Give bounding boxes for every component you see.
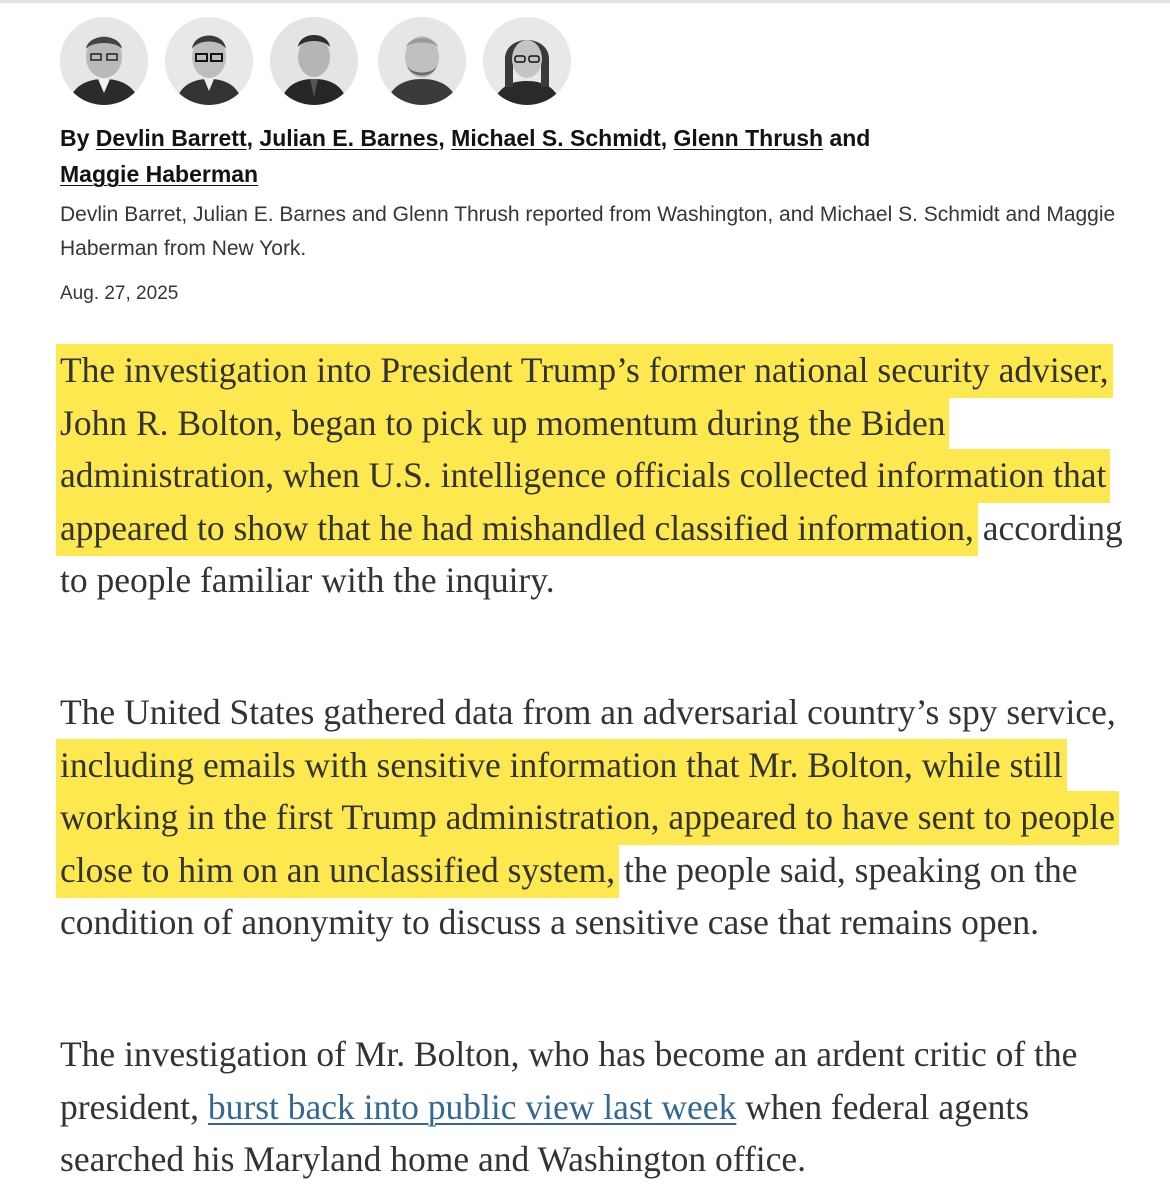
- author-photo-icon[interactable]: [165, 17, 253, 105]
- publish-date: Aug. 27, 2025: [60, 283, 179, 304]
- author-photo-icon[interactable]: [60, 17, 148, 105]
- paragraph-text: according to people familiar with the inquiry.: [60, 507, 1123, 600]
- author-photo-icon[interactable]: [270, 17, 358, 105]
- author-photo-icon[interactable]: [483, 17, 571, 105]
- article-link[interactable]: burst back into public view last week: [207, 1086, 737, 1127]
- author-photo-icon[interactable]: [378, 17, 466, 105]
- article-paragraph: [60, 344, 1130, 607]
- paragraph-text: The investigation of Mr. Bolton, who has become an ardent critic of the president,: [60, 1034, 1078, 1127]
- highlighted-text: The investigation into President Trump’s former national security adviser, John R. Bolton, began to pick up momentum during the Biden administration, when U.S. intelligence officials collected information that appeared to show that he had mishandled classified information,: [56, 344, 1113, 556]
- top-divider: [0, 0, 1170, 3]
- author-link-maggie-haberman[interactable]: Maggie Haberman: [60, 161, 259, 187]
- author-link-julian-barnes[interactable]: Julian E. Barnes: [259, 125, 439, 151]
- highlighted-text: including emails with sensitive information that Mr. Bolton, while still working in the first Trump administration, appeared to have sent to people close to him on an unclassified system,: [56, 739, 1119, 898]
- article-paragraph: [60, 686, 1130, 949]
- byline-prefix: By: [60, 125, 90, 151]
- byline: By Devlin Barrett, Julian E. Barnes, Michael S. Schmidt, Glenn Thrush and Maggie Haberman: [60, 125, 871, 187]
- paragraph-text: The United States gathered data from an adversarial country’s spy service,: [60, 692, 1116, 732]
- article-paragraph: [60, 1028, 1130, 1186]
- paragraph-text: the people said, speaking on the condition of anonymity to discuss a sensitive case that remains open.: [60, 849, 1078, 942]
- byline-conjunction: and: [829, 125, 871, 151]
- author-link-michael-schmidt[interactable]: Michael S. Schmidt: [451, 125, 661, 151]
- author-link-devlin-barrett[interactable]: Devlin Barrett: [95, 125, 247, 151]
- reporting-dateline: Devlin Barret, Julian E. Barnes and Glenn Thrush reported from Washington, and Michael S. Schmidt and Maggie Haberman from New York.: [60, 203, 1116, 260]
- author-link-glenn-thrush[interactable]: Glenn Thrush: [673, 125, 824, 151]
- paragraph-text: when federal agents searched his Maryland home and Washington office.: [60, 1086, 1030, 1179]
